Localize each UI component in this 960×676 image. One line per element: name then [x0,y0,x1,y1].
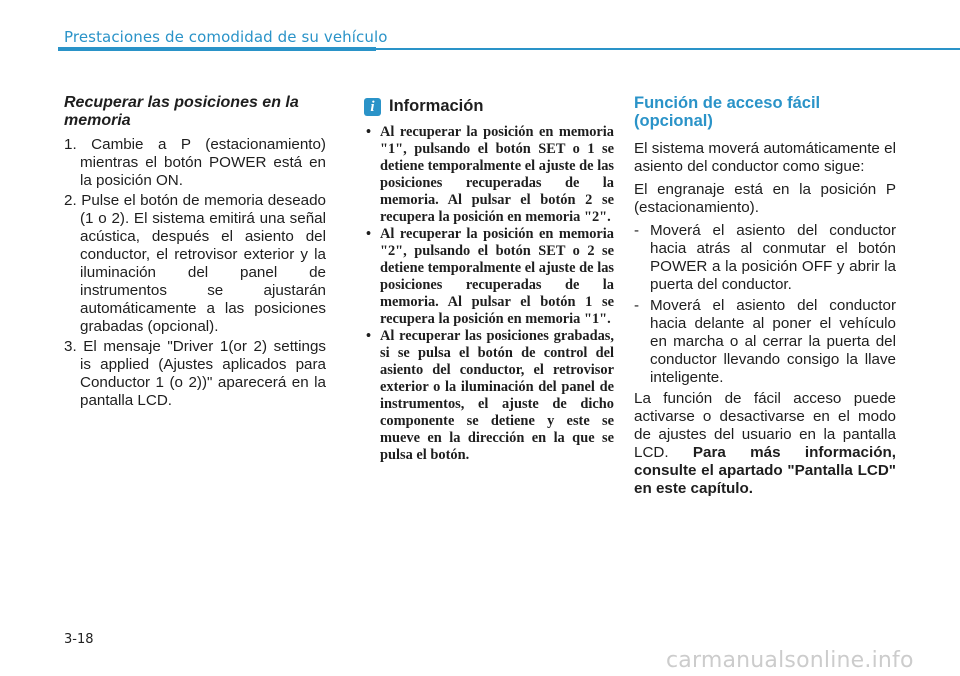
easy-access-intro: El sistema moverá automáticamente el asiento del conductor como sigue: [634,140,896,175]
information-title: Información [389,97,484,115]
step-item: 2. Pulse el botón de memoria deseado (1 o 2). El sistema emitirá una señal acústica, después el asiento del conductor, el retrovisor exterior y la iluminación del panel de instrumentos se ajustarán automáticamente a las posiciones grabadas (opcional). [64,192,326,335]
information-header [364,97,614,116]
easy-access-heading: Función de acceso fácil (opcional) [634,94,821,130]
bullet-item: • Al recuperar las posiciones grabadas, si se pulsa el botón de control del asiento del conductor, el retrovisor exterior o la iluminación del panel de instrumentos, el ajuste de dicho componente se detiene y este se mueve en la dirección en la que se pulsa el botón. [364,328,614,464]
easy-access-closing [634,390,896,498]
information-bullets [364,124,614,464]
closing-text: La función de fácil acceso puede activarse o desactivarse en el modo de ajustes del usuario en la pantalla LCD. [634,390,896,461]
easy-access-condition: El engranaje está en la posición P (estacionamiento). [634,181,896,216]
memory-recall-steps [64,136,326,410]
page-number: 3-18 [64,632,94,647]
header-rule [376,48,960,50]
dash-item-text: Moverá el asiento del conductor hacia delante al poner el vehículo en marcha o al cerrar la puerta del conductor llevando consigo la llave inteligente. [650,297,896,386]
column-information [364,97,614,464]
step-item: 3. El mensaje "Driver 1(or 2) settings is applied (Ajustes aplicados para Conductor 1 (o 2))" aparecerá en la pantalla LCD. [64,338,326,409]
watermark: carmanualsonline.info [666,648,914,673]
closing-reference: Para más información, consulte el apartado "Pantalla LCD" en este capítulo. [634,444,896,497]
dash-item [634,222,896,294]
dash-marker: - [634,297,640,314]
column-memory-recall [64,94,326,412]
info-icon: i [364,98,381,116]
memory-recall-heading: Recuperar las posiciones en la memoria [64,94,299,129]
page-header [0,0,960,60]
easy-access-list [634,222,896,387]
column-easy-access [634,94,896,503]
dash-item [634,297,896,387]
bullet-item: • Al recuperar la posición en memoria "1", pulsando el botón SET o 1 se detiene temporalmente el ajuste de las posiciones recuperadas de la memoria. Al pulsar el botón 2 se recupera la posición en memoria "2". [364,124,614,226]
header-rule-accent [58,47,376,51]
step-item: 1. Cambie a P (estacionamiento) mientras el botón POWER está en la posición ON. [64,136,326,189]
bullet-item: • Al recuperar la posición en memoria "2", pulsando el botón SET o 2 se detiene temporalmente el ajuste de las posiciones recuperadas de la memoria. Al pulsar el botón 1 se recupera la posición en memoria "1". [364,226,614,328]
dash-item-text: Moverá el asiento del conductor hacia atrás al conmutar el botón POWER a la posición OFF y abrir la puerta del conductor. [650,222,896,293]
dash-marker: - [634,222,640,239]
section-title: Prestaciones de comodidad de su vehículo [64,28,388,46]
